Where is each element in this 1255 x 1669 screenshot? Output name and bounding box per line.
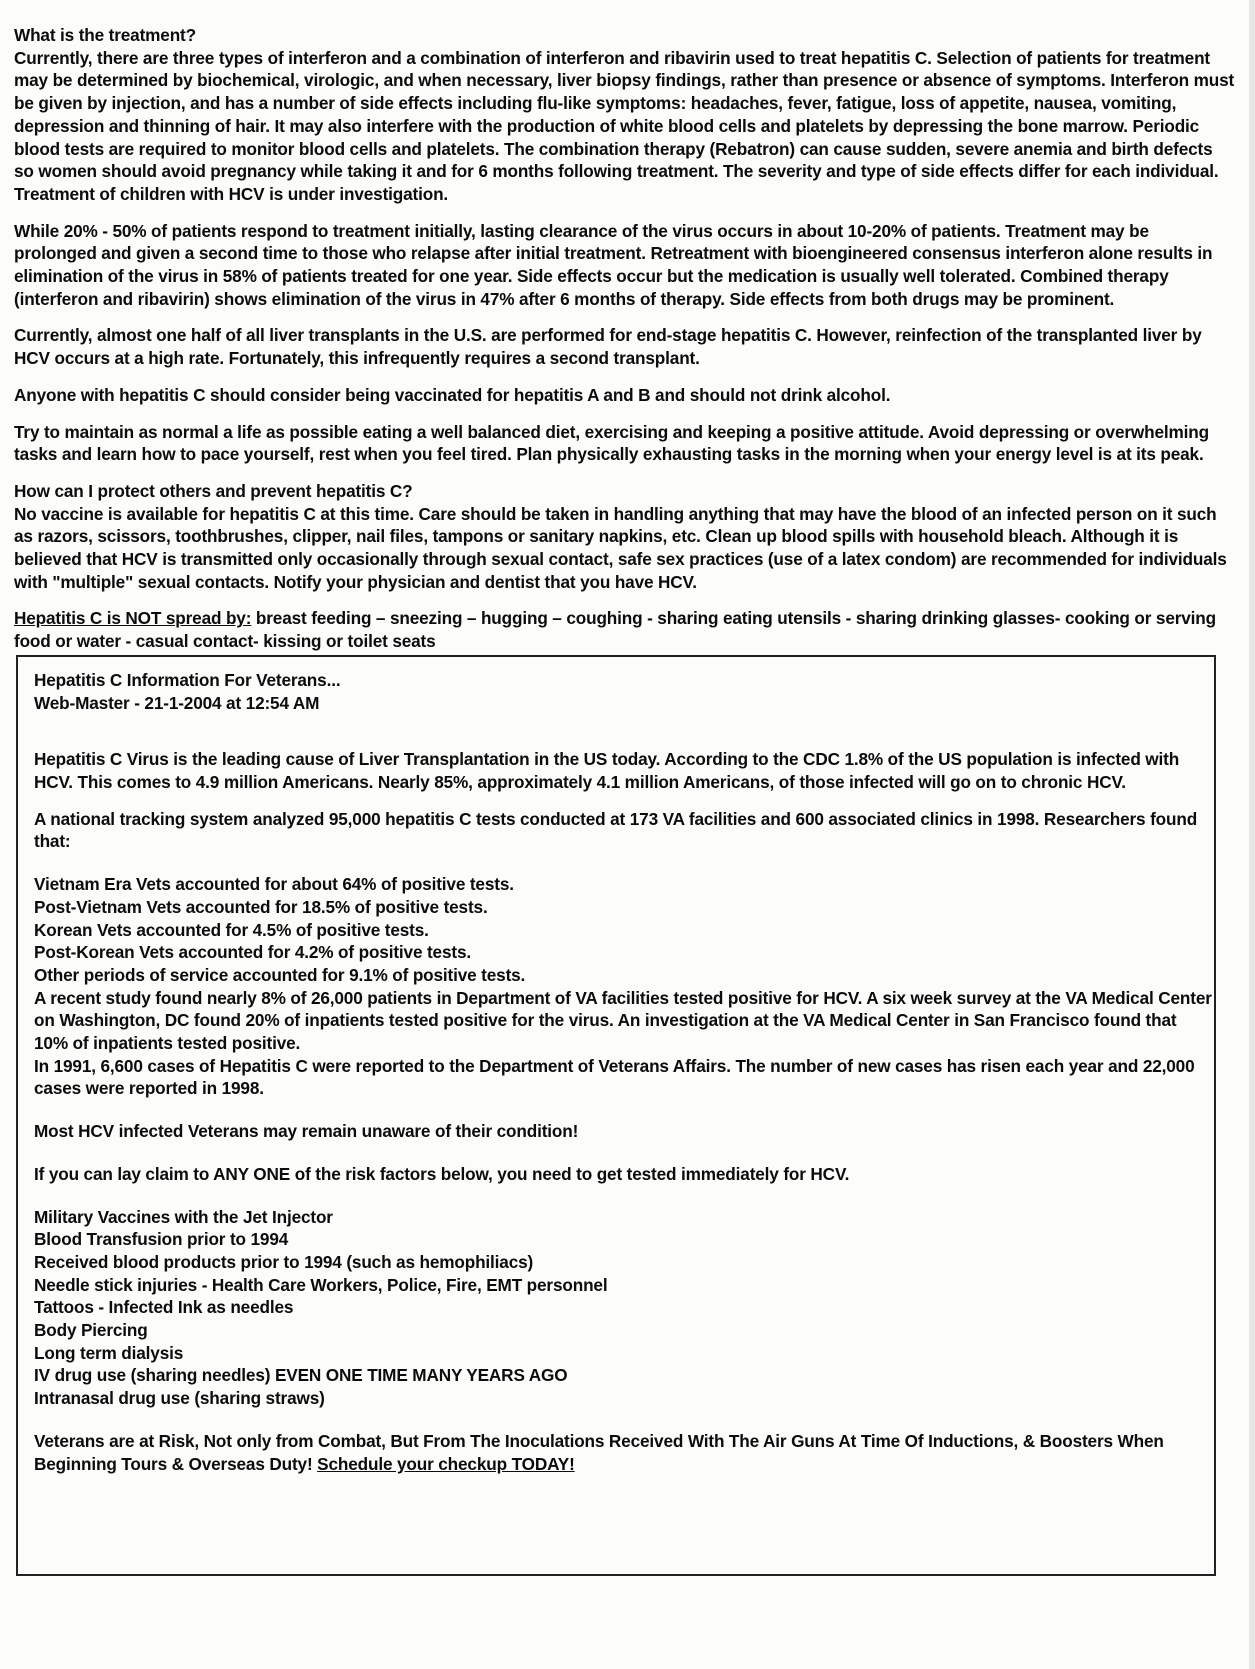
schedule-checkup-text: Schedule your checkup TODAY! <box>317 1453 575 1474</box>
box-closing <box>34 1430 1214 1475</box>
risk-item: IV drug use (sharing needles) EVEN ONE TIME MANY YEARS AGO <box>34 1365 568 1386</box>
section-heading-treatment: What is the treatment? <box>14 25 196 45</box>
box-unaware: Most HCV infected Veterans may remain unaware of their condition! <box>34 1121 579 1142</box>
stat-line: Korean Vets accounted for 4.5% of positive tests. <box>34 919 429 940</box>
risk-item: Received blood products prior to 1994 (such as hemophiliacs) <box>34 1251 534 1272</box>
paragraph-lifestyle: Try to maintain as normal a life as possible eating a well balanced diet, exercising and keeping a positive attitude. Avoid depressing or overwhelming tasks and learn how to pace yourself, rest when you feel tired. Plan physically exhausting tasks in the morning when your energy level is at its peak. <box>14 421 1209 465</box>
box-study: A recent study found nearly 8% of 26,000 patients in Department of VA facilities tested positive for HCV. A six week survey at the VA Medical Center on Washington, DC found 20% of inpatients tested positive for the virus. An investigation at the VA Medical Center in San Francisco found that 10% of inpatients tested positive. <box>34 987 1212 1054</box>
risk-item: Intranasal drug use (sharing straws) <box>34 1388 325 1409</box>
page-edge <box>1249 0 1255 1669</box>
stat-line: Other periods of service accounted for 9.1% of positive tests. <box>34 964 526 985</box>
stat-line: Vietnam Era Vets accounted for about 64% of positive tests. <box>34 874 514 895</box>
not-spread-text: breast feeding – sneezing – hugging – coughing - sharing eating utensils - sharing drinking glasses- cooking or serving food or water - casual contact- kissing or toilet seats <box>14 608 1217 652</box>
stat-line: Post-Korean Vets accounted for 4.2% of positive tests. <box>34 942 471 963</box>
box-byline: Web-Master - 21-1-2004 at 12:54 AM <box>34 692 320 713</box>
box-risk-intro: If you can lay claim to ANY ONE of the risk factors below, you need to get tested immediately for HCV. <box>34 1163 850 1184</box>
box-intro: Hepatitis C Virus is the leading cause of Liver Transplantation in the US today. According to the CDC 1.8% of the US population is infected with HCV. This comes to 4.9 million Americans. Nearly 85%, approximately 4.1 million Americans, of those infected will go on to chronic HCV. <box>34 749 1180 792</box>
box-title: Hepatitis C Information For Veterans... <box>34 669 341 690</box>
paragraph-transplants: Currently, almost one half of all liver transplants in the U.S. are performed for end-stage hepatitis C. However, reinfection of the transplanted liver by HCV occurs at a high rate. Fortunately, this infrequently requires a second transplant. <box>14 325 1202 369</box>
paragraph-response-rates: While 20% - 50% of patients respond to treatment initially, lasting clearance of the virus occurs in about 10-20% of patients. Treatment may be prolonged and given a second time to those who relapse after initial treatment. Retreatment with bioengineered consensus interferon alone results in elimination of the virus in 58% of patients treated for one year. Side effects occur but the medication is usually well tolerated. Combined therapy (interferon and ribavirin) shows elimination of the virus in 47% after 6 months of therapy. Side effects from both drugs may be prominent. <box>14 220 1213 309</box>
stat-line: Post-Vietnam Vets accounted for 18.5% of positive tests. <box>34 896 488 917</box>
risk-item: Military Vaccines with the Jet Injector <box>34 1206 333 1227</box>
box-cases: In 1991, 6,600 cases of Hepatitis C were reported to the Department of Veterans Affairs. The number of new cases has risen each year and 22,000 cases were reported in 1998. <box>34 1055 1195 1099</box>
section-heading-prevention: How can I protect others and prevent hepatitis C? <box>14 480 413 501</box>
article <box>14 24 1236 1576</box>
risk-item: Body Piercing <box>34 1320 148 1341</box>
risk-item: Tattoos - Infected Ink as needles <box>34 1297 294 1318</box>
closing-text: Veterans are at Risk, Not only from Combat, But From The Inoculations Received With The Air Guns At Time Of Inductions, & Boosters When Beginning Tours & Overseas Duty! <box>34 1430 1164 1474</box>
box-tracking: A national tracking system analyzed 95,000 hepatitis C tests conducted at 173 VA facilities and 600 associated clinics in 1998. Researchers found that: <box>34 808 1198 852</box>
risk-item: Needle stick injuries - Health Care Workers, Police, Fire, EMT personnel <box>34 1274 608 1295</box>
not-spread-label: Hepatitis C is NOT spread by: <box>14 608 252 629</box>
veterans-info-box <box>16 655 1216 1576</box>
paragraph-treatment: Currently, there are three types of interferon and a combination of interferon and ribavirin used to treat hepatitis C. Selection of patients for treatment may be determined by biochemical, virologic, and when necessary, liver biopsy findings, rather than presence or absence of symptoms. Interferon must be given by injection, and has a number of side effects including flu-like symptoms: headaches, fever, fatigue, loss of appetite, nausea, vomiting, depression and thinning of hair. It may also interfere with the production of white blood cells and platelets by depressing the bone marrow. Periodic blood tests are required to monitor blood cells and platelets. The combination therapy (Rebatron) can cause sudden, severe anemia and birth defects so women should avoid pregnancy while taking it and for 6 months following treatment. The severity and type of side effects differ for each individual. Treatment of children with HCV is under investigation. <box>14 47 1235 204</box>
paragraph-vaccination: Anyone with hepatitis C should consider being vaccinated for hepatitis A and B and should not drink alcohol. <box>14 384 891 405</box>
paragraph-prevention: No vaccine is available for hepatitis C at this time. Care should be taken in handling anything that may have the blood of an infected person on it such as razors, scissors, toothbrushes, clipper, nail files, tampons or sanitary napkins, etc. Clean up blood spills with household bleach. Although it is believed that HCV is transmitted only occasionally through sexual contact, safe sex practices (use of a latex condom) are recommended for individuals with "multiple" sexual contacts. Notify your physician and dentist that you have HCV. <box>14 503 1227 592</box>
not-spread-line <box>14 607 1236 652</box>
risk-item: Blood Transfusion prior to 1994 <box>34 1229 289 1250</box>
risk-item: Long term dialysis <box>34 1342 184 1363</box>
